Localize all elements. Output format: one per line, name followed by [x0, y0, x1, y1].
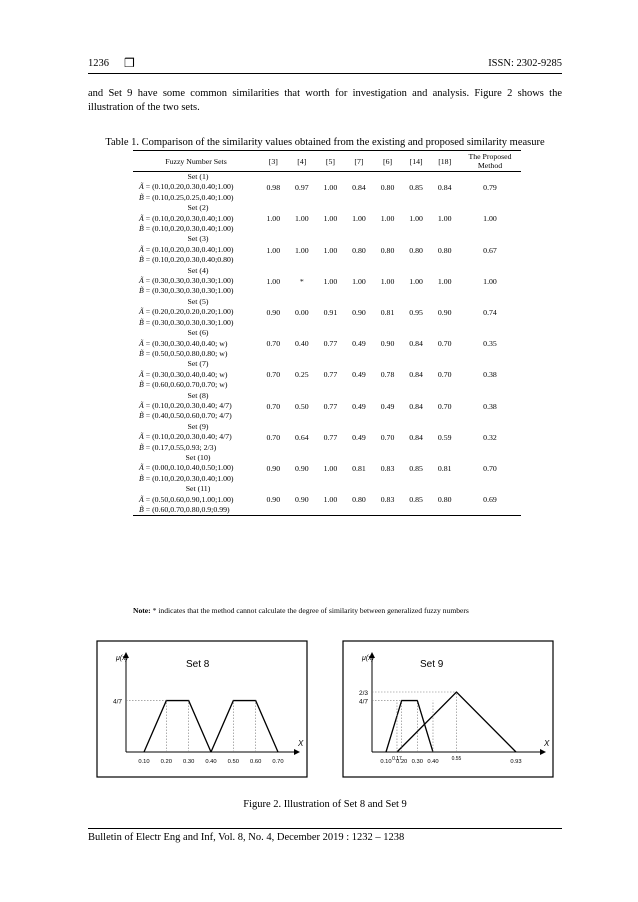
- fuzzy-value: (0.17,0.55,0.93; 2/3): [152, 442, 217, 452]
- equals-sign: =: [143, 182, 153, 192]
- similarity-value: 0.67: [483, 245, 497, 255]
- similarity-value: 0.49: [380, 401, 395, 411]
- similarity-value: 1.00: [323, 245, 338, 255]
- fuzzy-value: (0.10,0.20,0.30,0.40;1.00): [152, 473, 234, 483]
- equals-sign: =: [143, 473, 153, 483]
- similarity-value: 1.00: [266, 214, 281, 224]
- similarity-value: 0.70: [266, 370, 281, 380]
- fuzzy-symbol: Ã: [139, 276, 144, 286]
- set8-figure: [96, 640, 308, 778]
- similarity-value: 0.77: [323, 401, 338, 411]
- fuzzy-value: (0.10,0.20,0.30,0.40; 4/7): [152, 400, 232, 410]
- set-name: Set (3): [187, 234, 209, 244]
- set-cell: [133, 234, 259, 265]
- similarity-value: 0.90: [352, 307, 366, 317]
- fuzzy-number-a: [139, 276, 257, 286]
- similarity-value: 1.00: [409, 276, 423, 286]
- table-row: [133, 297, 521, 328]
- intro-paragraph: and Set 9 have some common similarities that worth for investigation and analysis. Figure 2 shows the illustration of the two sets.: [88, 88, 562, 113]
- similarity-value: 0.90: [295, 464, 309, 474]
- similarity-value: 0.85: [409, 464, 423, 474]
- similarity-value: 0.81: [380, 307, 395, 317]
- table-row: [133, 234, 521, 265]
- note-text: * indicates that the method cannot calculate the degree of similarity between generalized fuzzy numbers: [150, 606, 469, 615]
- similarity-value: 0.84: [409, 432, 423, 442]
- fuzzy-number-a: [139, 463, 257, 473]
- similarity-value: 0.90: [437, 307, 452, 317]
- table-note: [133, 606, 469, 615]
- set-cell: [133, 484, 259, 516]
- box-icon: ❒: [124, 56, 135, 70]
- similarity-value: 0.38: [483, 370, 497, 380]
- similarity-value: 1.00: [266, 245, 281, 255]
- similarity-value: 1.00: [352, 214, 366, 224]
- similarity-value: 1.00: [483, 276, 497, 286]
- fuzzy-value: (0.50,0.60,0.90,1.00;1.00): [152, 494, 234, 504]
- fuzzy-symbol: Ã: [139, 494, 144, 504]
- equals-sign: =: [143, 400, 153, 410]
- fuzzy-symbol: B̃: [139, 192, 144, 202]
- fuzzy-number-a: [139, 370, 257, 380]
- similarity-value: 0.00: [295, 307, 309, 317]
- comparison-table: [133, 150, 521, 516]
- similarity-value: 0.90: [259, 484, 288, 516]
- table-row: [133, 391, 521, 422]
- col-header: [3]: [259, 151, 288, 172]
- x-axis-arrow: [540, 749, 546, 755]
- similarity-value: 0.84: [437, 183, 452, 193]
- fuzzy-number-b: [139, 411, 257, 421]
- table-row: [133, 203, 521, 234]
- similarity-value: 0.78: [380, 370, 395, 380]
- fuzzy-value: (0.10,0.20,0.30,0.40;1.00): [152, 224, 234, 234]
- fuzzy-symbol: Ã: [139, 432, 144, 442]
- similarity-value: 0.90: [266, 464, 281, 474]
- similarity-value: 0.70: [437, 401, 452, 411]
- x-tick-label: 0.10: [380, 759, 392, 765]
- fuzzy-symbol: Ã: [139, 369, 144, 379]
- fuzzy-number-a: [139, 339, 257, 349]
- similarity-value: 0.70: [266, 432, 281, 442]
- col-header: [6]: [373, 151, 402, 172]
- x-tick-label: 0.40: [427, 759, 439, 765]
- similarity-value: 1.00: [266, 276, 281, 286]
- similarity-value: 1.00: [437, 214, 452, 224]
- fuzzy-value: (0.30,0.30,0.30,0.30;1.00): [152, 286, 234, 296]
- similarity-value: 0.83: [380, 464, 395, 474]
- similarity-value: 0.80: [409, 245, 423, 255]
- col-header: [7]: [345, 151, 374, 172]
- similarity-value: 0.80: [437, 245, 452, 255]
- fuzzy-number-a: [139, 495, 257, 505]
- fuzzy-number-a: [139, 214, 257, 224]
- equals-sign: =: [143, 338, 153, 348]
- equals-sign: =: [143, 213, 153, 223]
- similarity-value: 1.00: [437, 276, 452, 286]
- col-header: [18]: [430, 151, 459, 172]
- fuzzy-number-b: [139, 318, 257, 328]
- fuzzy-value: (0.10,0.20,0.30,0.40;1.00): [152, 244, 234, 254]
- similarity-value: 0.70: [483, 464, 497, 474]
- x-tick-label: 0.70: [272, 759, 284, 765]
- similarity-value: 0.98: [266, 183, 281, 193]
- figure-title: Set 8: [186, 659, 210, 670]
- fuzzy-value: (0.60,0.60,0.70,0.70; w): [152, 380, 228, 390]
- fuzzy-symbol: B̃: [139, 224, 144, 234]
- similarity-value: 0.80: [380, 183, 395, 193]
- table-header-row: [133, 151, 521, 172]
- equals-sign: =: [143, 286, 153, 296]
- equals-sign: =: [143, 317, 153, 327]
- similarity-value: 0.69: [459, 484, 521, 516]
- equals-sign: =: [143, 494, 153, 504]
- set-cell: [133, 422, 259, 453]
- fuzzy-value: (0.10,0.20,0.30,0.40; 4/7): [152, 432, 232, 442]
- set-name: Set (8): [187, 390, 209, 400]
- fuzzy-number-b: [139, 286, 257, 296]
- set-cell: [133, 359, 259, 390]
- equals-sign: =: [143, 432, 153, 442]
- header-rule: [88, 73, 562, 74]
- fuzzy-number-a: [139, 182, 257, 192]
- similarity-value: 1.00: [323, 464, 338, 474]
- fuzzy-value: (0.10,0.20,0.30,0.40;1.00): [152, 182, 234, 192]
- fuzzy-number-a: [139, 245, 257, 255]
- similarity-value: 0.80: [345, 484, 374, 516]
- similarity-value: 0.77: [323, 370, 338, 380]
- equals-sign: =: [143, 192, 153, 202]
- fuzzy-value: (0.10,0.25,0.25,0.40;1.00): [152, 192, 234, 202]
- y-axis-label: μ(x): [116, 655, 128, 662]
- fuzzy-value: (0.30,0.30,0.30,0.30;1.00): [152, 276, 234, 286]
- fuzzy-value: (0.20,0.20,0.20,0.20;1.00): [152, 307, 234, 317]
- x-tick-label: 0.30: [411, 759, 423, 765]
- x-axis-arrow: [294, 749, 300, 755]
- similarity-value: 0.84: [409, 401, 423, 411]
- similarity-value: 0.40: [295, 339, 309, 349]
- table-row: [133, 266, 521, 297]
- fuzzy-symbol: B̃: [139, 348, 144, 358]
- similarity-value: 0.97: [295, 183, 309, 193]
- fuzzy-symbol: B̃: [139, 505, 144, 514]
- similarity-value: 0.77: [323, 432, 338, 442]
- similarity-value: 0.49: [352, 401, 366, 411]
- similarity-value: 0.70: [266, 339, 281, 349]
- x-axis-label: X: [544, 739, 550, 748]
- similarity-value: 1.00: [380, 214, 395, 224]
- similarity-value: 0.70: [437, 370, 452, 380]
- set-name: Set (2): [187, 203, 209, 213]
- equals-sign: =: [143, 224, 153, 234]
- similarity-value: 0.59: [437, 432, 452, 442]
- set-cell: [133, 203, 259, 234]
- equals-sign: =: [143, 276, 153, 286]
- similarity-value: 0.83: [373, 484, 402, 516]
- similarity-value: 0.84: [409, 339, 423, 349]
- x-tick-label: 0.55: [451, 756, 462, 762]
- equals-sign: =: [143, 348, 153, 358]
- similarity-value: 0.79: [483, 183, 497, 193]
- fuzzy-value: (0.50,0.50,0.80,0.80; w): [152, 348, 228, 358]
- fuzzy-value: (0.40,0.50,0.60,0.70; 4/7): [152, 411, 232, 421]
- table-caption: Table 1. Comparison of the similarity values obtained from the existing and proposed similarity measure: [105, 137, 545, 148]
- fuzzy-symbol: Ã: [139, 400, 144, 410]
- fuzzy-value: (0.30,0.30,0.40,0.40; w): [152, 338, 228, 348]
- fuzzy-value: (0.10,0.20,0.30,0.40;0.80): [152, 255, 234, 265]
- fuzzy-symbol: Ã: [139, 244, 144, 254]
- fuzzy-symbol: B̃: [139, 317, 144, 327]
- similarity-value: 0.25: [295, 370, 309, 380]
- table-row: [133, 328, 521, 359]
- col-header: [14]: [402, 151, 431, 172]
- similarity-value: 0.49: [352, 370, 366, 380]
- equals-sign: =: [143, 442, 153, 452]
- set-cell: [133, 391, 259, 422]
- similarity-value: 0.70: [266, 401, 281, 411]
- set-name: Set (5): [187, 296, 209, 306]
- fuzzy-number-b: [139, 349, 257, 359]
- equals-sign: =: [143, 505, 153, 514]
- similarity-value: 0.84: [409, 370, 423, 380]
- fuzzy-number-a-shape: [144, 701, 211, 752]
- y-tick-label: 2/3: [358, 689, 368, 697]
- similarity-value: 0.90: [380, 339, 395, 349]
- figure-title: Set 9: [420, 659, 444, 670]
- similarity-value: 1.00: [380, 276, 395, 286]
- similarity-value: 1.00: [323, 276, 338, 286]
- similarity-value: 1.00: [352, 276, 366, 286]
- x-tick-label: 0.60: [250, 759, 262, 765]
- similarity-value: 0.80: [430, 484, 459, 516]
- figure-frame: [343, 641, 553, 777]
- y-tick-label: 4/7: [358, 698, 368, 706]
- fuzzy-number-a: [139, 432, 257, 442]
- page-number: 1236: [88, 58, 109, 69]
- x-tick-label: 0.10: [138, 759, 150, 765]
- similarity-value: 0.49: [352, 432, 366, 442]
- col-header: [5]: [316, 151, 345, 172]
- fuzzy-symbol: B̃: [139, 411, 144, 421]
- fuzzy-symbol: B̃: [139, 380, 144, 390]
- set-name: Set (4): [187, 265, 209, 275]
- set-name: Set (1): [187, 172, 209, 181]
- similarity-value: 0.90: [266, 307, 281, 317]
- similarity-value: 0.81: [437, 464, 452, 474]
- x-tick-label: 0.20: [396, 759, 408, 765]
- x-tick-label: 0.20: [160, 759, 172, 765]
- fuzzy-number-b-shape: [211, 701, 278, 752]
- similarity-value: 1.00: [295, 245, 309, 255]
- set-cell: [133, 328, 259, 359]
- y-axis-label: μ(x): [362, 655, 374, 662]
- fuzzy-number-b: [139, 255, 257, 265]
- set9-figure: [342, 640, 554, 778]
- col-header: [4]: [288, 151, 317, 172]
- similarity-value: 0.50: [295, 401, 309, 411]
- set-name: Set (9): [187, 421, 209, 431]
- set-cell: [133, 266, 259, 297]
- col-header: Fuzzy Number Sets: [133, 151, 259, 172]
- fuzzy-number-b: [139, 443, 257, 453]
- x-axis-label: X: [298, 739, 304, 748]
- similarity-value: 1.00: [409, 214, 423, 224]
- set-cell: [133, 172, 259, 204]
- x-tick-label: 0.93: [510, 759, 522, 765]
- issn: ISSN: 2302-9285: [488, 58, 562, 69]
- equals-sign: =: [143, 255, 153, 265]
- set-cell: [133, 453, 259, 484]
- fuzzy-number-a: [139, 307, 257, 317]
- similarity-value: 1.00: [323, 183, 338, 193]
- fuzzy-symbol: Ã: [139, 307, 144, 317]
- table-row: [133, 172, 521, 204]
- similarity-value: 1.00: [316, 484, 345, 516]
- similarity-value: 0.49: [352, 339, 366, 349]
- y-tick-label: 4/7: [112, 698, 122, 706]
- x-tick-label: 0.30: [183, 759, 195, 765]
- equals-sign: =: [143, 369, 153, 379]
- equals-sign: =: [143, 463, 153, 473]
- fuzzy-number-b: [139, 505, 257, 515]
- x-tick-label: 0.40: [205, 759, 217, 765]
- fuzzy-number-b: [139, 380, 257, 390]
- similarity-value: *: [299, 276, 304, 286]
- set-name: Set (6): [187, 328, 209, 338]
- fuzzy-symbol: Ã: [139, 182, 144, 192]
- fuzzy-number-b: [139, 193, 257, 203]
- similarity-value: 1.00: [323, 214, 338, 224]
- similarity-value: 0.64: [295, 432, 309, 442]
- footer-rule: [88, 828, 562, 829]
- fuzzy-symbol: B̃: [139, 473, 144, 483]
- similarity-value: 0.84: [352, 183, 366, 193]
- table-row: [133, 484, 521, 516]
- similarity-value: 0.85: [409, 183, 423, 193]
- set-name: Set (7): [187, 359, 209, 369]
- similarity-value: 0.80: [352, 245, 366, 255]
- fuzzy-symbol: B̃: [139, 286, 144, 296]
- fuzzy-value: (0.00,0.10,0.40,0.50;1.00): [152, 463, 234, 473]
- x-tick-label: 0.50: [227, 759, 239, 765]
- similarity-value: 0.81: [352, 464, 366, 474]
- fuzzy-number-a-shape: [386, 701, 433, 752]
- equals-sign: =: [143, 307, 153, 317]
- equals-sign: =: [143, 411, 153, 421]
- similarity-value: 0.90: [288, 484, 317, 516]
- fuzzy-number-a: [139, 401, 257, 411]
- similarity-value: 1.00: [483, 214, 497, 224]
- similarity-value: 0.85: [402, 484, 431, 516]
- similarity-value: 0.91: [323, 307, 338, 317]
- set-name: Set (10): [185, 452, 211, 462]
- similarity-value: 0.77: [323, 339, 338, 349]
- similarity-value: 0.38: [483, 401, 497, 411]
- equals-sign: =: [143, 380, 153, 390]
- set-name: Set (11): [185, 484, 211, 494]
- fuzzy-value: (0.10,0.20,0.30,0.40;1.00): [152, 213, 234, 223]
- table-row: [133, 453, 521, 484]
- note-label: Note:: [133, 606, 151, 615]
- similarity-value: 0.70: [437, 339, 452, 349]
- similarity-value: 1.00: [295, 214, 309, 224]
- fuzzy-value: (0.30,0.30,0.30,0.30;1.00): [152, 317, 234, 327]
- fuzzy-number-b: [139, 224, 257, 234]
- footer-text: Bulletin of Electr Eng and Inf, Vol. 8, No. 4, December 2019 : 1232 – 1238: [88, 832, 405, 843]
- fuzzy-symbol: Ã: [139, 338, 144, 348]
- similarity-value: 0.80: [380, 245, 395, 255]
- similarity-value: 0.74: [483, 307, 497, 317]
- fuzzy-symbol: Ã: [139, 463, 144, 473]
- similarity-value: 0.32: [483, 432, 497, 442]
- fuzzy-value: (0.60,0.70,0.80,0.9;0.99): [152, 505, 230, 514]
- set-cell: [133, 297, 259, 328]
- fuzzy-symbol: B̃: [139, 442, 144, 452]
- equals-sign: =: [143, 244, 153, 254]
- similarity-value: 0.70: [380, 432, 395, 442]
- fuzzy-number-b: [139, 474, 257, 484]
- fuzzy-value: (0.30,0.30,0.40,0.40; w): [152, 369, 228, 379]
- fuzzy-symbol: Ã: [139, 213, 144, 223]
- fuzzy-symbol: B̃: [139, 255, 144, 265]
- table-row: [133, 359, 521, 390]
- table-row: [133, 422, 521, 453]
- x-tick-label: 0.17: [392, 756, 402, 762]
- similarity-value: 0.35: [483, 339, 497, 349]
- similarity-value: 0.95: [409, 307, 423, 317]
- figure-caption: Figure 2. Illustration of Set 8 and Set 9: [243, 799, 407, 810]
- col-header: The Proposed Method: [459, 151, 521, 172]
